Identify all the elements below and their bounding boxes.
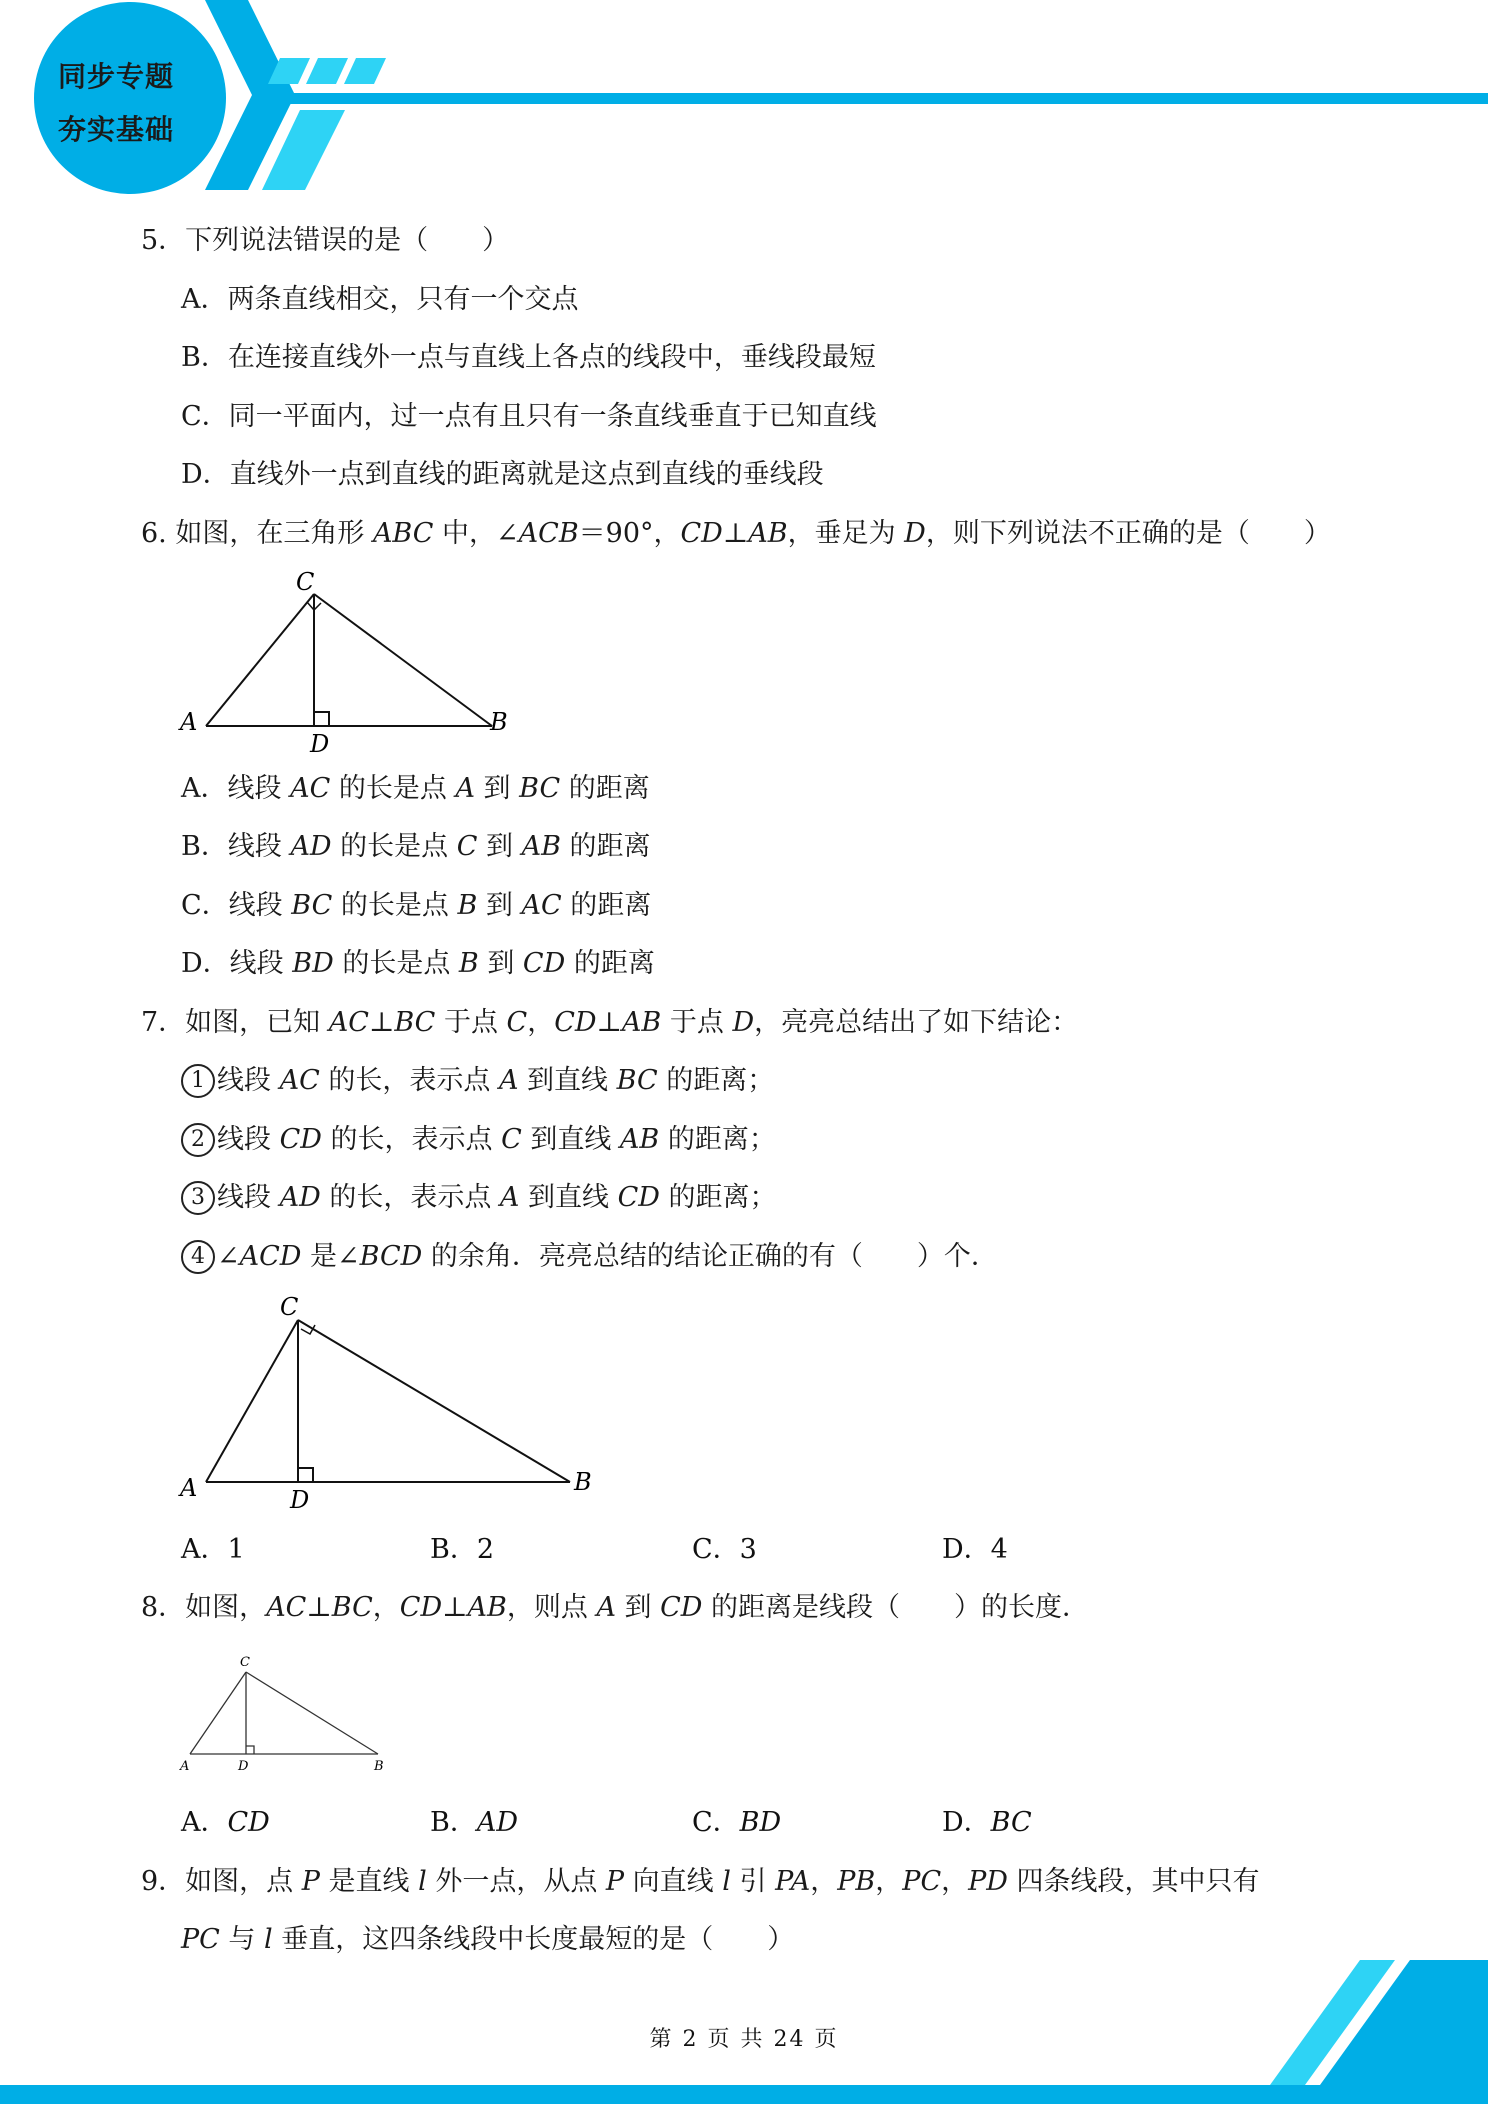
header-stripe-3	[344, 58, 386, 84]
q7-conclusion-2: 2 线段 CD 的长，表示点 C 到直线 AB 的距离；	[181, 1120, 776, 1160]
q7-label-d: D	[290, 1486, 310, 1514]
q8-label-b: B	[374, 1759, 384, 1774]
q7-conclusion-1: 1 线段 AC 的长，表示点 A 到直线 BC 的距离；	[181, 1061, 774, 1101]
q6-option-a: A．线段 AC 的长是点 A 到 BC 的距离	[181, 773, 650, 804]
q8-option-a: A．CD	[181, 1807, 270, 1838]
header-banner	[0, 0, 1488, 200]
q8-triangle-figure	[170, 1650, 400, 1780]
q6-label-c: C	[296, 568, 315, 596]
q9-stem-line-2: PC 与 l 垂直，这四条线段中长度最短的是（ ）	[181, 1924, 795, 1955]
q6-stem: 6. 如图，在三角形 ABC 中，∠ACB＝90°，CD⊥AB，垂足为 D，则下列说法不正确的是（ ）	[141, 518, 1331, 549]
q7-conclusion-4: 4 ∠ACD 是∠BCD 的余角．亮亮总结的结论正确的有（ ）个．	[181, 1237, 998, 1277]
q7-option-a: A．1	[181, 1534, 245, 1565]
page-number: 第 2 页 共 24 页	[649, 2027, 839, 2052]
q6-label-b: B	[490, 708, 508, 736]
header-badge	[34, 2, 226, 194]
q7-label-c: C	[280, 1293, 299, 1321]
q8-option-b: B．AD	[430, 1807, 518, 1838]
q8-stem: 8．如图，AC⊥BC，CD⊥AB，则点 A 到 CD 的距离是线段（ ）的长度．	[141, 1592, 1090, 1623]
header-bar	[290, 93, 1488, 104]
q8-label-d: D	[238, 1759, 249, 1774]
q7-option-c: C．3	[692, 1534, 757, 1565]
header-stripe-2	[306, 58, 348, 84]
q8-option-d: D．BC	[942, 1807, 1032, 1838]
q6-label-d: D	[310, 730, 330, 758]
q6-option-b: B．线段 AD 的长是点 C 到 AB 的距离	[181, 831, 651, 862]
q8-label-a: A	[180, 1759, 190, 1774]
q5-option-d: D．直线外一点到直线的距离就是这点到直线的垂线段	[181, 459, 824, 490]
q6-option-c: C．线段 BC 的长是点 B 到 AC 的距离	[181, 890, 652, 921]
q7-option-d: D．4	[942, 1534, 1008, 1565]
q5-stem: 5．下列说法错误的是（ ）	[141, 225, 510, 256]
q5-option-a: A．两条直线相交，只有一个交点	[181, 284, 579, 315]
q9-stem-line-1: 9．如图，点 P 是直线 l 外一点，从点 P 向直线 l 引 PA，PB，PC，PD 四条线段，其中只有	[141, 1866, 1260, 1897]
q6-triangle-figure	[170, 562, 520, 762]
q7-option-b: B．2	[430, 1534, 495, 1565]
q7-label-b: B	[574, 1468, 592, 1496]
q6-label-a: A	[180, 708, 198, 736]
q8-option-c: C．BD	[692, 1807, 782, 1838]
q6-option-d: D．线段 BD 的长是点 B 到 CD 的距离	[181, 948, 655, 979]
q8-label-c: C	[240, 1655, 250, 1670]
q7-stem: 7．如图，已知 AC⊥BC 于点 C，CD⊥AB 于点 D，亮亮总结出了如下结论：	[141, 1007, 1079, 1038]
q7-conclusion-3: 3 线段 AD 的长，表示点 A 到直线 CD 的距离；	[181, 1178, 777, 1218]
q5-option-c: C．同一平面内，过一点有且只有一条直线垂直于已知直线	[181, 401, 877, 432]
badge-line-2: 夯实基础	[58, 113, 175, 146]
q7-label-a: A	[180, 1474, 198, 1502]
q5-option-b: B．在连接直线外一点与直线上各点的线段中，垂线段最短	[181, 342, 876, 373]
q7-triangle-figure	[170, 1290, 610, 1520]
badge-line-1: 同步专题	[58, 60, 175, 93]
footer-bar	[0, 2085, 1488, 2104]
